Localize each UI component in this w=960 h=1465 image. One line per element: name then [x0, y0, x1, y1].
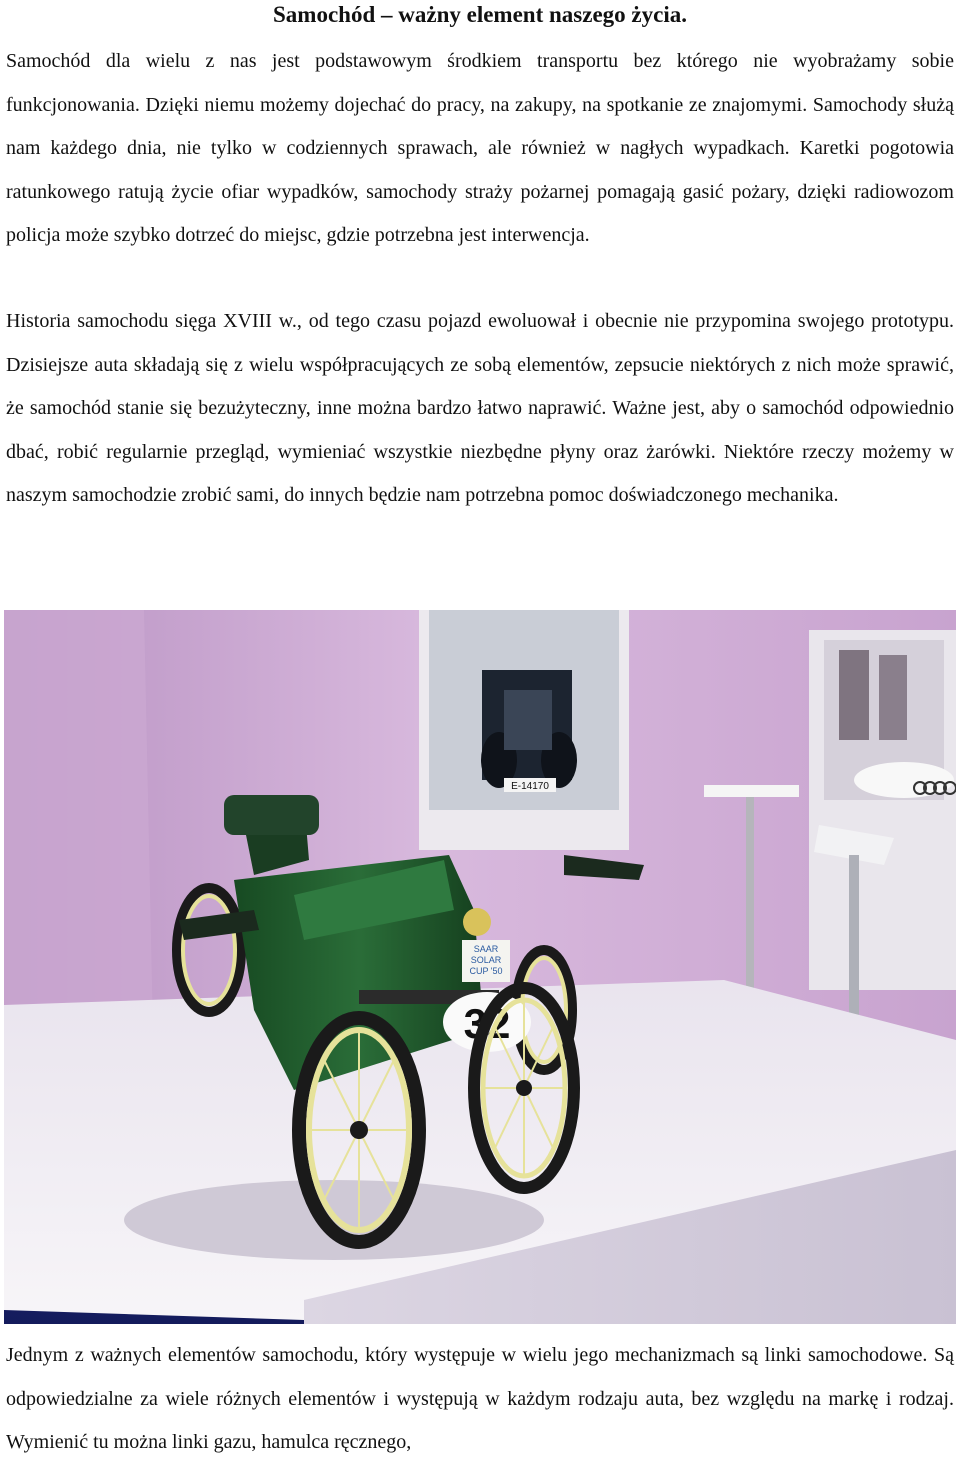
- paragraph-intro: Samochód dla wielu z nas jest podstawowym środkiem transportu bez którego nie wyobrażamy sobie funkcjonowania. Dzięki niemu możemy dojechać do pracy, na zakupy, na spotkanie ze znajomymi. Samochody służą nam każdego dnia, nie tylko w codziennych sprawach, ale również w nagłych wypadkach. Karetki pogotowia ratunkowego ratują życie ofiar wypadków, samochody straży pożarnej pomagają gasić pożary, dzięki radiowozom policja może szybko dotrzeć do miejsc, gdzie potrzebna jest interwencja.: [6, 50, 954, 246]
- poster-plate-text: E-14170: [511, 781, 549, 792]
- vintage-car-photo: [4, 610, 956, 1324]
- svg-text:SOLAR: SOLAR: [470, 955, 502, 965]
- paragraph-cables: Jednym z ważnych elementów samochodu, który występuje w wielu jego mechanizmach są linki samochodowe. Są odpowiedzialne za wiele różnych elementów i występują w każdym rodzaju auta, bez względu na markę i rodzaj. Wymienić tu można linki gazu, hamulca ręcznego,: [6, 1344, 954, 1453]
- race-number: 32: [463, 1000, 511, 1047]
- svg-text:SAAR: SAAR: [473, 944, 499, 954]
- front-right-wheel: [474, 988, 574, 1188]
- svg-text:CUP '50: CUP '50: [469, 966, 503, 976]
- front-left-wheel: [299, 1018, 419, 1242]
- document-title: Samochód – ważny element naszego życia.: [273, 2, 687, 27]
- paragraph-history: Historia samochodu sięga XVIII w., od tego czasu pojazd ewoluował i obecnie nie przypomina swojego prototypu. Dzisiejsze auta składają się z wielu współpracujących ze sobą elementów, zepsucie niektórych z nich może sprawić, że samochód stanie się bezużyteczny, inne można bardzo łatwo naprawić. Ważne jest, aby o samochód odpowiednio dbać, robić regularnie przegląd, wymieniać wszystkie niezbędne płyny oraz żarówki. Niektóre rzeczy możemy w naszym samochodzie zrobić sami, do innych będzie nam potrzebna pomoc doświadczonego mechanika.: [6, 310, 954, 506]
